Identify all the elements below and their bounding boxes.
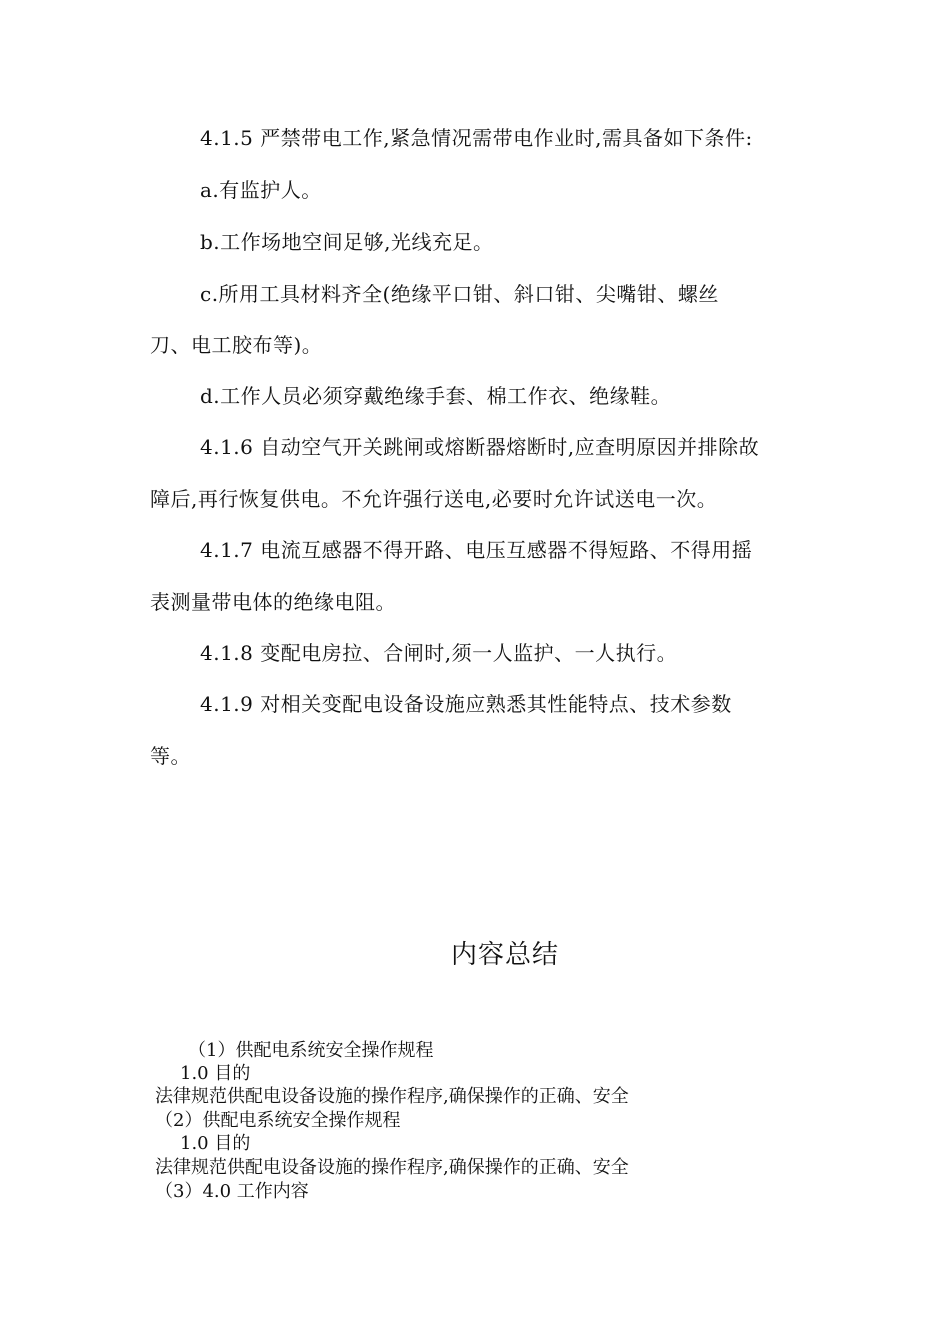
condition-a: a.有监护人。 xyxy=(200,178,322,202)
summary-item-2-heading: 1.0 目的 xyxy=(180,1133,251,1154)
paragraph-4-1-9-continued: 等。 xyxy=(150,744,191,768)
paragraph-4-1-5: 4.1.5 严禁带电工作,紧急情况需带电作业时,需具备如下条件: xyxy=(200,126,753,150)
summary-title: 内容总结 xyxy=(450,940,559,970)
paragraph-4-1-7: 4.1.7 电流互感器不得开路、电压互感器不得短路、不得用摇 xyxy=(200,538,753,562)
paragraph-4-1-8: 4.1.8 变配电房拉、合闸时,须一人监护、一人执行。 xyxy=(200,641,678,665)
condition-c-continued: 刀、电工胶布等)。 xyxy=(150,333,323,357)
condition-b: b.工作场地空间足够,光线充足。 xyxy=(200,230,494,254)
summary-item-1-heading: 1.0 目的 xyxy=(180,1063,251,1084)
summary-item-2: （2）供配电系统安全操作规程 xyxy=(155,1110,401,1131)
paragraph-4-1-9: 4.1.9 对相关变配电设备设施应熟悉其性能特点、技术参数 xyxy=(200,692,732,716)
condition-c: c.所用工具材料齐全(绝缘平口钳、斜口钳、尖嘴钳、螺丝 xyxy=(200,282,719,306)
paragraph-4-1-7-continued: 表测量带电体的绝缘电阻。 xyxy=(150,590,396,614)
paragraph-4-1-6-continued: 障后,再行恢复供电。不允许强行送电,必要时允许试送电一次。 xyxy=(150,487,718,511)
paragraph-4-1-6: 4.1.6 自动空气开关跳闸或熔断器熔断时,应查明原因并排除故 xyxy=(200,435,760,459)
condition-d: d.工作人员必须穿戴绝缘手套、棉工作衣、绝缘鞋。 xyxy=(200,384,672,408)
summary-item-3: （3）4.0 工作内容 xyxy=(155,1181,309,1202)
summary-item-1-text: 法律规范供配电设备设施的操作程序,确保操作的正确、安全 xyxy=(155,1086,629,1107)
summary-item-1: （1）供配电系统安全操作规程 xyxy=(188,1040,434,1061)
summary-item-2-text: 法律规范供配电设备设施的操作程序,确保操作的正确、安全 xyxy=(155,1157,629,1178)
